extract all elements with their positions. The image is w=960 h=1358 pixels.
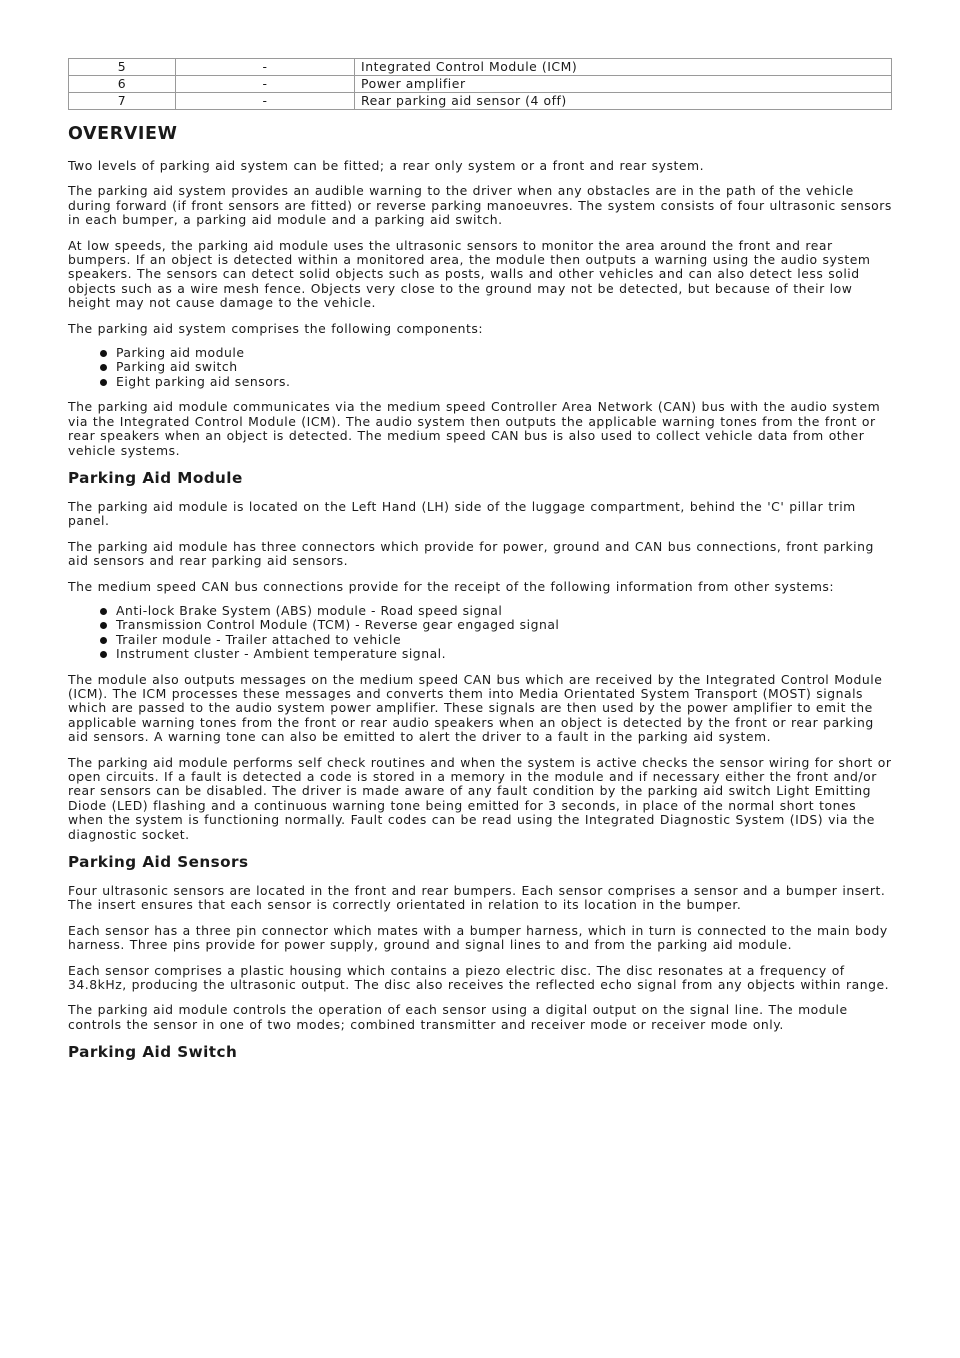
overview-paragraph: The parking aid system comprises the following components: [68, 320, 484, 336]
list-item: Eight parking aid sensors. [68, 375, 892, 389]
components-list [68, 346, 892, 389]
can-inputs-list [68, 604, 892, 662]
overview-paragraph: At low speeds, the parking aid module uses the ultrasonic sensors to monitor the area around the front and rear bumpers. If an object is detected within a monitored area, the module then outputs a warning using the audio system speakers. The sensors can detect solid objects such as posts, walls and other vehicles and can also detect less solid objects such as a wire mesh fence. Objects very close to the ground may not be detected, but because of their low height may not cause damage to the vehicle. [68, 237, 871, 311]
document-page [68, 58, 892, 1074]
overview-paragraph: The parking aid module communicates via the medium speed Controller Area Network (CAN) bus with the audio system via the Integrated Control Module (ICM). The audio system then outputs the applicable warning tones from the front or rear speakers when an object is detected. The medium speed CAN bus is also used to collect vehicle data from other vehicle systems. [68, 399, 881, 458]
part-description: Power amplifier [355, 76, 892, 93]
list-item: Parking aid switch [68, 360, 892, 374]
module-paragraph: The medium speed CAN bus connections provide for the receipt of the following information from other systems: [68, 578, 835, 594]
module-paragraph: The parking aid module is located on the Left Hand (LH) side of the luggage compartment, behind the 'C' pillar trim panel. [68, 498, 856, 529]
part-dash: - [176, 59, 355, 76]
parts-table [68, 58, 892, 110]
list-item: Transmission Control Module (TCM) - Reverse gear engaged signal [68, 618, 892, 632]
table-row [69, 93, 892, 110]
table-row [69, 76, 892, 93]
sensors-paragraph: Four ultrasonic sensors are located in the front and rear bumpers. Each sensor comprises a sensor and a bumper insert. The insert ensures that each sensor is correctly orientated in relation to its location in the bumper. [68, 883, 886, 913]
table-row [69, 59, 892, 76]
module-paragraph: The parking aid module has three connectors which provide for power, ground and CAN bus connections, front parking aid sensors and rear parking aid sensors. [68, 538, 874, 569]
part-dash: - [176, 76, 355, 93]
switch-heading: Parking Aid Switch [68, 1043, 238, 1062]
part-number: 6 [69, 76, 176, 93]
list-item: Anti-lock Brake System (ABS) module - Road speed signal [68, 604, 892, 618]
part-description: Rear parking aid sensor (4 off) [355, 93, 892, 110]
overview-paragraph: Two levels of parking aid system can be fitted; a rear only system or a front and rear system. [68, 158, 705, 173]
list-item: Trailer module - Trailer attached to vehicle [68, 633, 892, 647]
part-number: 5 [69, 59, 176, 76]
overview-heading: OVERVIEW [68, 124, 178, 144]
module-paragraph: The module also outputs messages on the medium speed CAN bus which are received by the Integrated Control Module (ICM). The ICM processes these messages and converts them into Media Orientated System Transport (MOST) signals which are passed to the audio system power amplifier. These signals are then used by the power amplifier to emit the applicable warning tones from the front or rear audio speakers when an object is detected by the front or rear parking aid sensors. A warning tone can also be emitted to alert the driver to a fault in the parking aid system. [68, 671, 883, 745]
sensors-paragraph: Each sensor comprises a plastic housing which contains a piezo electric disc. The disc resonates at a frequency of 34.8kHz, producing the ultrasonic output. The disc also receives the reflected echo signal from any objects within range. [68, 962, 890, 993]
sensors-paragraph: The parking aid module controls the operation of each sensor using a digital output on the signal line. The module controls the sensor in one of two modes; combined transmitter and receiver mode or receiver mode only. [68, 1002, 848, 1032]
part-dash: - [176, 93, 355, 110]
sensors-heading: Parking Aid Sensors [68, 853, 249, 872]
module-heading: Parking Aid Module [68, 468, 243, 487]
list-item: Parking aid module [68, 346, 892, 360]
module-paragraph: The parking aid module performs self check routines and when the system is active checks the sensor wiring for short or open circuits. If a fault is detected a code is stored in a memory in the module and if necessary either the front and/or rear sensors can be disabled. The driver is made aware of any fault condition by the parking aid switch Light Emitting Diode (LED) flashing and a continuous warning tone being emitted for 3 seconds, in place of the normal short tones when the system is functioning normally. Fault codes can be read using the Integrated Diagnostic System (IDS) via the diagnostic socket. [68, 754, 892, 842]
sensors-paragraph: Each sensor has a three pin connector which mates with a bumper harness, which in turn is connected to the main body harness. Three pins provide for power supply, ground and signal lines to and from the parking aid module. [68, 922, 888, 953]
part-number: 7 [69, 93, 176, 110]
list-item: Instrument cluster - Ambient temperature signal. [68, 647, 892, 661]
part-description: Integrated Control Module (ICM) [355, 59, 892, 76]
overview-paragraph: The parking aid system provides an audible warning to the driver when any obstacles are in the path of the vehicle during forward (if front sensors are fitted) or reverse parking manoeuvres. The system consists of four ultrasonic sensors in each bumper, a parking aid module and a parking aid switch. [68, 183, 892, 228]
